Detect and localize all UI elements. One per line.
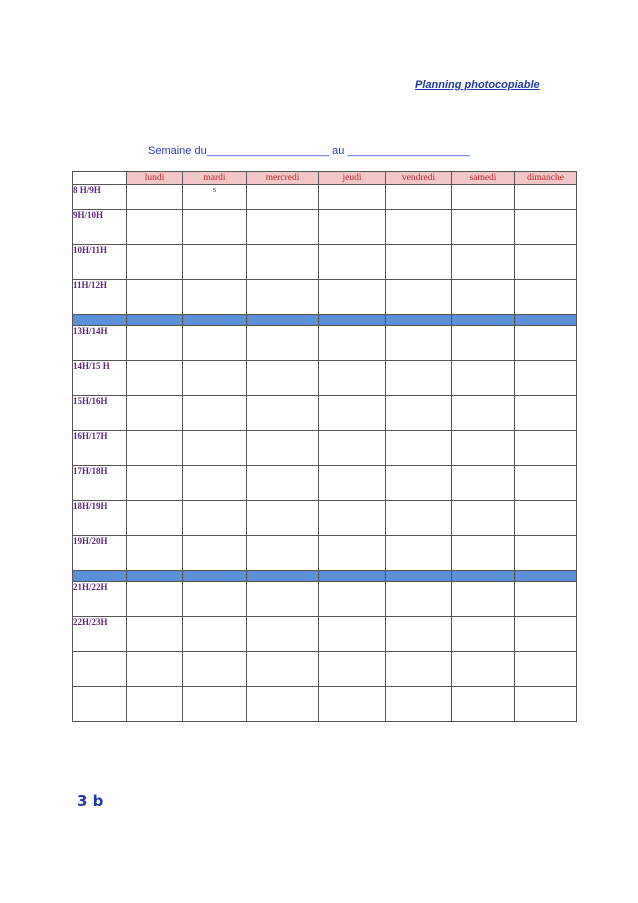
- time-slot-label: 9H/10H: [73, 210, 127, 245]
- time-slot-row: [73, 687, 577, 722]
- time-slot-label: 8 H/9H: [73, 185, 127, 210]
- schedule-cell-samedi[interactable]: [452, 245, 515, 280]
- schedule-cell-vendredi[interactable]: [386, 687, 452, 722]
- schedule-cell-lundi[interactable]: [127, 245, 183, 280]
- schedule-cell-dimanche[interactable]: [515, 245, 577, 280]
- schedule-cell-mercredi[interactable]: [247, 396, 319, 431]
- break-band-cell: [73, 571, 127, 582]
- break-band-cell: [247, 315, 319, 326]
- schedule-cell-jeudi[interactable]: [319, 431, 386, 466]
- break-band-cell: [127, 315, 183, 326]
- time-slot-label: 16H/17H: [73, 431, 127, 466]
- schedule-cell-vendredi[interactable]: [386, 617, 452, 652]
- break-band-cell: [515, 315, 577, 326]
- schedule-cell-vendredi[interactable]: [386, 466, 452, 501]
- schedule-cell-vendredi[interactable]: [386, 652, 452, 687]
- schedule-cell-lundi[interactable]: [127, 431, 183, 466]
- time-slot-row: [73, 361, 577, 396]
- schedule-cell-jeudi[interactable]: [319, 326, 386, 361]
- schedule-cell-mercredi[interactable]: [247, 617, 319, 652]
- time-slot-label: [73, 652, 127, 687]
- schedule-cell-samedi[interactable]: [452, 501, 515, 536]
- schedule-cell-mercredi[interactable]: [247, 431, 319, 466]
- day-header-jeudi: jeudi: [319, 172, 386, 185]
- schedule-cell-mercredi[interactable]: [247, 582, 319, 617]
- schedule-cell-mardi[interactable]: [183, 361, 247, 396]
- schedule-cell-mercredi[interactable]: [247, 501, 319, 536]
- schedule-cell-vendredi[interactable]: [386, 326, 452, 361]
- break-band-cell: [73, 315, 127, 326]
- schedule-cell-jeudi[interactable]: [319, 652, 386, 687]
- time-slot-label: 22H/23H: [73, 617, 127, 652]
- schedule-cell-mardi[interactable]: [183, 582, 247, 617]
- time-slot-label: 13H/14H: [73, 326, 127, 361]
- schedule-cell-jeudi[interactable]: [319, 582, 386, 617]
- schedule-cell-dimanche[interactable]: [515, 280, 577, 315]
- schedule-cell-jeudi[interactable]: [319, 617, 386, 652]
- schedule-cell-lundi[interactable]: [127, 185, 183, 210]
- schedule-cell-mercredi[interactable]: [247, 210, 319, 245]
- time-slot-label: 17H/18H: [73, 466, 127, 501]
- schedule-cell-mardi[interactable]: [183, 466, 247, 501]
- schedule-cell-mardi[interactable]: [183, 210, 247, 245]
- schedule-cell-mardi[interactable]: [183, 617, 247, 652]
- schedule-cell-vendredi[interactable]: [386, 185, 452, 210]
- schedule-cell-mardi[interactable]: s: [183, 185, 247, 210]
- day-header-row: [73, 172, 577, 185]
- header-corner-cell: [73, 172, 127, 185]
- time-slot-row: [73, 431, 577, 466]
- break-band-cell: [127, 571, 183, 582]
- time-slot-row: [73, 652, 577, 687]
- schedule-cell-mardi[interactable]: [183, 536, 247, 571]
- schedule-cell-lundi[interactable]: [127, 501, 183, 536]
- time-slot-label: 14H/15 H: [73, 361, 127, 396]
- time-slot-row: [73, 617, 577, 652]
- schedule-cell-dimanche[interactable]: [515, 536, 577, 571]
- schedule-cell-vendredi[interactable]: [386, 536, 452, 571]
- schedule-cell-mercredi[interactable]: [247, 536, 319, 571]
- time-slot-label: 21H/22H: [73, 582, 127, 617]
- schedule-cell-samedi[interactable]: [452, 652, 515, 687]
- schedule-cell-vendredi[interactable]: [386, 280, 452, 315]
- break-band-cell: [386, 315, 452, 326]
- time-slot-row: [73, 185, 577, 210]
- time-slot-row: [73, 210, 577, 245]
- schedule-cell-samedi[interactable]: [452, 326, 515, 361]
- schedule-cell-mardi[interactable]: [183, 245, 247, 280]
- schedule-cell-mercredi[interactable]: [247, 245, 319, 280]
- schedule-cell-samedi[interactable]: [452, 185, 515, 210]
- schedule-cell-jeudi[interactable]: [319, 185, 386, 210]
- schedule-cell-jeudi[interactable]: [319, 536, 386, 571]
- schedule-cell-lundi[interactable]: [127, 536, 183, 571]
- schedule-cell-dimanche[interactable]: [515, 501, 577, 536]
- break-band-cell: [319, 315, 386, 326]
- schedule-cell-dimanche[interactable]: [515, 582, 577, 617]
- schedule-cell-dimanche[interactable]: [515, 652, 577, 687]
- day-header-lundi: lundi: [127, 172, 183, 185]
- time-slot-row: [73, 396, 577, 431]
- schedule-cell-lundi[interactable]: [127, 617, 183, 652]
- weekly-planning-table: [72, 171, 577, 722]
- schedule-cell-dimanche[interactable]: [515, 210, 577, 245]
- day-header-samedi: samedi: [452, 172, 515, 185]
- schedule-cell-samedi[interactable]: [452, 431, 515, 466]
- break-band-cell: [452, 571, 515, 582]
- time-slot-row: [73, 326, 577, 361]
- day-header-mardi: mardi: [183, 172, 247, 185]
- time-slot-row: [73, 466, 577, 501]
- schedule-cell-samedi[interactable]: [452, 536, 515, 571]
- schedule-cell-lundi[interactable]: [127, 582, 183, 617]
- schedule-cell-lundi[interactable]: [127, 326, 183, 361]
- schedule-cell-vendredi[interactable]: [386, 396, 452, 431]
- schedule-cell-mercredi[interactable]: [247, 361, 319, 396]
- time-slot-label: 18H/19H: [73, 501, 127, 536]
- break-band-cell: [515, 571, 577, 582]
- time-slot-row: [73, 582, 577, 617]
- break-band-cell: [319, 571, 386, 582]
- schedule-cell-mardi[interactable]: [183, 396, 247, 431]
- time-slot-label: 15H/16H: [73, 396, 127, 431]
- time-slot-label: 10H/11H: [73, 245, 127, 280]
- schedule-cell-vendredi[interactable]: [386, 501, 452, 536]
- schedule-cell-mardi[interactable]: [183, 501, 247, 536]
- schedule-cell-samedi[interactable]: [452, 687, 515, 722]
- schedule-cell-vendredi[interactable]: [386, 582, 452, 617]
- schedule-cell-mercredi[interactable]: [247, 326, 319, 361]
- schedule-cell-mercredi[interactable]: [247, 652, 319, 687]
- schedule-cell-vendredi[interactable]: [386, 431, 452, 466]
- break-band-cell: [386, 571, 452, 582]
- time-slot-row: [73, 245, 577, 280]
- day-header-dimanche: dimanche: [515, 172, 577, 185]
- schedule-cell-jeudi[interactable]: [319, 501, 386, 536]
- schedule-cell-vendredi[interactable]: [386, 361, 452, 396]
- schedule-cell-jeudi[interactable]: [319, 210, 386, 245]
- schedule-cell-jeudi[interactable]: [319, 245, 386, 280]
- schedule-cell-mercredi[interactable]: [247, 280, 319, 315]
- schedule-cell-vendredi[interactable]: [386, 210, 452, 245]
- schedule-cell-dimanche[interactable]: [515, 326, 577, 361]
- schedule-cell-dimanche[interactable]: [515, 361, 577, 396]
- schedule-cell-samedi[interactable]: [452, 466, 515, 501]
- time-slot-row: [73, 501, 577, 536]
- schedule-cell-jeudi[interactable]: [319, 361, 386, 396]
- time-slot-label: 11H/12H: [73, 280, 127, 315]
- time-slot-row: [73, 280, 577, 315]
- schedule-cell-dimanche[interactable]: [515, 431, 577, 466]
- schedule-cell-samedi[interactable]: [452, 210, 515, 245]
- schedule-cell-lundi[interactable]: [127, 652, 183, 687]
- break-band-cell: [183, 315, 247, 326]
- schedule-cell-mercredi[interactable]: [247, 687, 319, 722]
- schedule-cell-samedi[interactable]: [452, 361, 515, 396]
- break-band-row: [73, 571, 577, 582]
- footer-label: 3 b: [77, 792, 104, 810]
- schedule-cell-samedi[interactable]: [452, 617, 515, 652]
- page-title: Planning photocopiable: [415, 79, 540, 91]
- day-header-mercredi: mercredi: [247, 172, 319, 185]
- schedule-cell-samedi[interactable]: [452, 280, 515, 315]
- schedule-cell-jeudi[interactable]: [319, 466, 386, 501]
- break-band-cell: [247, 571, 319, 582]
- schedule-cell-lundi[interactable]: [127, 361, 183, 396]
- schedule-cell-lundi[interactable]: [127, 687, 183, 722]
- time-slot-label: 19H/20H: [73, 536, 127, 571]
- schedule-cell-mardi[interactable]: [183, 280, 247, 315]
- schedule-cell-lundi[interactable]: [127, 210, 183, 245]
- schedule-cell-samedi[interactable]: [452, 396, 515, 431]
- planning-body: [73, 185, 577, 722]
- schedule-cell-mercredi[interactable]: [247, 185, 319, 210]
- schedule-cell-jeudi[interactable]: [319, 280, 386, 315]
- schedule-cell-mardi[interactable]: [183, 652, 247, 687]
- schedule-cell-lundi[interactable]: [127, 466, 183, 501]
- break-band-row: [73, 315, 577, 326]
- schedule-cell-jeudi[interactable]: [319, 687, 386, 722]
- schedule-cell-dimanche[interactable]: [515, 687, 577, 722]
- schedule-cell-dimanche[interactable]: [515, 185, 577, 210]
- time-slot-label: [73, 687, 127, 722]
- schedule-cell-lundi[interactable]: [127, 396, 183, 431]
- day-header-vendredi: vendredi: [386, 172, 452, 185]
- schedule-cell-dimanche[interactable]: [515, 617, 577, 652]
- schedule-cell-samedi[interactable]: [452, 582, 515, 617]
- time-slot-row: [73, 536, 577, 571]
- schedule-cell-mardi[interactable]: [183, 326, 247, 361]
- week-range-line: Semaine du____________________ au ____________________: [148, 145, 470, 157]
- schedule-cell-dimanche[interactable]: [515, 396, 577, 431]
- schedule-cell-mercredi[interactable]: [247, 466, 319, 501]
- schedule-cell-lundi[interactable]: [127, 280, 183, 315]
- schedule-cell-mardi[interactable]: [183, 687, 247, 722]
- schedule-cell-vendredi[interactable]: [386, 245, 452, 280]
- schedule-cell-jeudi[interactable]: [319, 396, 386, 431]
- break-band-cell: [183, 571, 247, 582]
- schedule-cell-mardi[interactable]: [183, 431, 247, 466]
- schedule-cell-dimanche[interactable]: [515, 466, 577, 501]
- break-band-cell: [452, 315, 515, 326]
